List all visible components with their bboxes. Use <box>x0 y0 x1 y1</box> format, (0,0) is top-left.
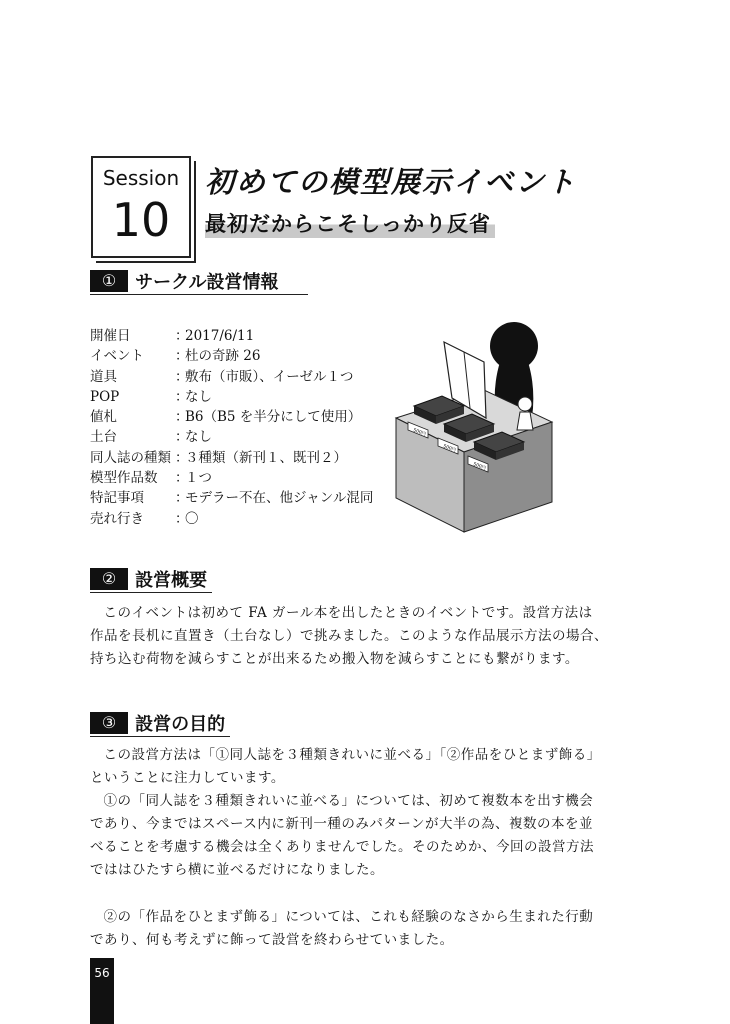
section-heading-2 <box>90 566 212 593</box>
purpose-paragraph-1: この設営方法は「①同人誌を３種類きれいに並べる」「②作品をひとまず飾る」 ということに注力しています。 ①の「同人誌を３種類きれいに並べる」については、初めて複数本を出す機会 であり、今まではスペース内に新刊一種のみパターンが大半の為、複数の本を並 べることを考慮する機会は全くありませんでした。そのためか、今回の設営方法 でははひたすら横に並べるだけになりました。 <box>90 747 601 878</box>
info-row: 売れ行き ： 〇 <box>90 510 199 527</box>
figure-model-icon <box>518 397 532 411</box>
info-row: イベント ： 杜の奇跡 26 <box>90 348 261 365</box>
page-subtitle: 最初だからこそしっかり反省 <box>205 208 495 238</box>
section-title: サークル設営情報 <box>135 272 279 293</box>
figure-model-body <box>517 412 533 430</box>
purpose-paragraph-2: ②の「作品をひとまず飾る」については、これも経験のなさから生まれた行動 であり、何も考えずに飾って設営を終わらせていました。 <box>90 909 594 948</box>
section-title: 設営の目的 <box>135 714 226 735</box>
session-label: Session <box>102 166 180 190</box>
page-title: 初めての模型展示イベント <box>205 165 578 199</box>
info-row: 開催日 ： 2017/6/11 <box>90 328 255 344</box>
section-number: ③ <box>90 712 128 734</box>
info-row: 模型作品数 ： １つ <box>90 470 212 487</box>
section-number: ② <box>90 568 128 590</box>
circle-info-list <box>90 326 373 529</box>
session-box <box>91 156 191 258</box>
info-row: 土台 ： なし <box>90 429 212 446</box>
info-row: 特記事項 ： モデラー不在、他ジャンル混同 <box>90 490 374 507</box>
section-heading-1 <box>90 268 308 295</box>
page-number: 56 <box>94 966 110 980</box>
svg-text:500円: 500円 <box>472 462 487 472</box>
section-number: ① <box>90 270 128 292</box>
info-row: POP ： なし <box>90 388 212 405</box>
info-row: 道具 ： 敷布（市販）、イーゼル１つ <box>90 368 354 385</box>
svg-text:500円: 500円 <box>442 444 457 454</box>
section-heading-3 <box>90 710 230 737</box>
session-number: 10 <box>111 193 171 247</box>
booth-illustration <box>392 318 560 536</box>
overview-paragraph: このイベントは初めて FA ガール本を出したときのイベントです。設営方法は 作品を長机に直置き（土台なし）で挑みました。このような作品展示方法の場合、 持ち込む荷物を減らすことが出来るため搬入物を減らすことにも繋がります。 <box>90 605 608 667</box>
info-row: 同人誌の種類 ： ３種類（新刊１、既刊２） <box>90 449 347 466</box>
section-title: 設営概要 <box>135 570 208 591</box>
svg-text:500円: 500円 <box>412 428 427 438</box>
info-row: 値札 ： B6（B5 を半分にして使用） <box>90 409 362 426</box>
